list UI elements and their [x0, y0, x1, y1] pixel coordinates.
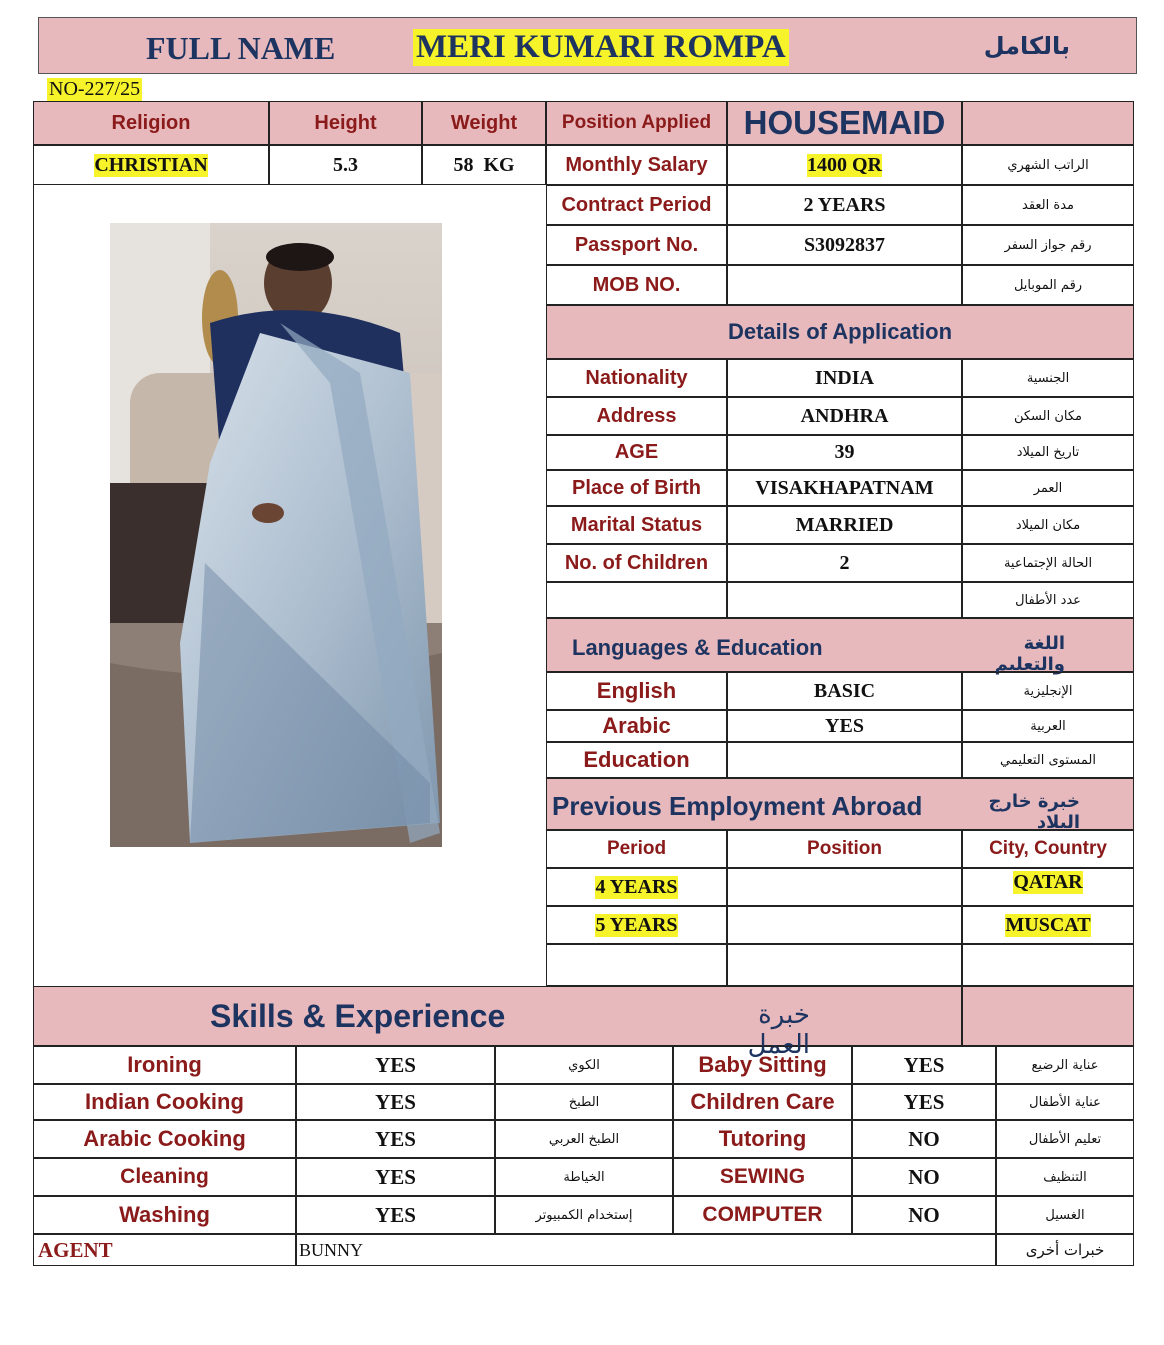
height-label: Height: [269, 101, 422, 145]
skill-arabic: تعليم الأطفال: [996, 1120, 1134, 1158]
english-arabic: الإنجليزية: [962, 672, 1134, 710]
employment-title-arabic: خبرة خارج البلاد: [988, 791, 1080, 833]
skill-arabic: التنظيف: [996, 1158, 1134, 1196]
birthplace-arabic: العمر: [962, 470, 1134, 506]
marital-status-label: Marital Status: [546, 506, 727, 544]
skill-arabic: إستخدام الكمبيوتر: [495, 1196, 673, 1234]
employment-period: 5 YEARS: [595, 913, 678, 936]
skill-value: YES: [296, 1046, 495, 1084]
skill-arabic: الكوي: [495, 1046, 673, 1084]
nationality-label: Nationality: [546, 359, 727, 397]
employment-location: MUSCAT: [1005, 913, 1091, 936]
religion-value-cell: [33, 145, 269, 185]
employment-empty-cell: [727, 944, 962, 986]
monthly-salary-value: 1400 QR: [807, 153, 882, 176]
ref-number: NO-227/25: [49, 78, 141, 100]
skill-label: COMPUTER: [673, 1196, 852, 1234]
children-label: No. of Children: [546, 544, 727, 582]
agent-label-cell: [33, 1234, 296, 1266]
skill-value: YES: [852, 1046, 996, 1084]
weight-value: 58 KG: [422, 145, 546, 185]
skill-value: YES: [296, 1158, 495, 1196]
skill-label: Cleaning: [33, 1158, 296, 1196]
skills-title: Skills & Experience: [210, 998, 506, 1034]
agent-value: BUNNY: [299, 1239, 364, 1260]
employment-row-2-location-cell: [962, 906, 1134, 944]
mobile-value: [727, 265, 962, 305]
passport-label: Passport No.: [546, 225, 727, 265]
contract-period-label: Contract Period: [546, 185, 727, 225]
skill-value: YES: [296, 1196, 495, 1234]
mobile-arabic: رقم الموبايل: [962, 265, 1134, 305]
height-value: 5.3: [269, 145, 422, 185]
birthplace-label: Place of Birth: [546, 470, 727, 506]
children-value: 2: [727, 544, 962, 582]
full-name-arabic: بالكامل: [983, 32, 1070, 60]
passport-value: S3092837: [727, 225, 962, 265]
weight-label: Weight: [422, 101, 546, 145]
skill-label: Washing: [33, 1196, 296, 1234]
contract-period-value: 2 YEARS: [727, 185, 962, 225]
age-arabic: تاريخ الميلاد: [962, 435, 1134, 470]
education-label: Education: [546, 742, 727, 778]
passport-arabic: رقم جواز السفر: [962, 225, 1134, 265]
marital-status-value: MARRIED: [727, 506, 962, 544]
skills-header-side: [962, 986, 1134, 1046]
position-arabic-cell: [962, 101, 1134, 145]
skill-label: SEWING: [673, 1158, 852, 1196]
employment-row-2-period-cell: [546, 906, 727, 944]
employment-location: QATAR: [1013, 871, 1083, 893]
employment-row-1-location-cell: [962, 868, 1134, 906]
agent-arabic: خبرات أخرى: [996, 1234, 1134, 1266]
skills-title-arabic: خبرة العمل: [747, 1000, 810, 1060]
skill-label: Children Care: [673, 1084, 852, 1120]
extra-detail-value: [727, 582, 962, 618]
employment-row-1-period-cell: [546, 868, 727, 906]
skill-value: YES: [852, 1084, 996, 1120]
monthly-salary-arabic: الراتب الشهري: [962, 145, 1134, 185]
employment-title: Previous Employment Abroad: [552, 791, 923, 821]
extra-detail-arabic: عدد الأطفال: [962, 582, 1134, 618]
employment-position: [727, 868, 962, 906]
skill-value: NO: [852, 1120, 996, 1158]
birthplace-value: VISAKHAPATNAM: [727, 470, 962, 506]
marital-status-arabic: مكان الميلاد: [962, 506, 1134, 544]
english-value: BASIC: [727, 672, 962, 710]
mobile-label: MOB NO.: [546, 265, 727, 305]
skill-label: Ironing: [33, 1046, 296, 1084]
employment-period: 4 YEARS: [595, 875, 678, 898]
employment-empty-cell: [962, 944, 1134, 986]
address-arabic: مكان السكن: [962, 397, 1134, 435]
skill-value: NO: [852, 1196, 996, 1234]
position-value: HOUSEMAID: [727, 101, 962, 145]
children-arabic: الحالة الإجتماعية: [962, 544, 1134, 582]
languages-title-arabic: اللغة والتعليم: [994, 633, 1065, 675]
education-arabic: المستوى التعليمي: [962, 742, 1134, 778]
skill-arabic: الغسيل: [996, 1196, 1134, 1234]
contract-period-arabic: مدة العقد: [962, 185, 1134, 225]
arabic-value: YES: [727, 710, 962, 742]
skill-arabic: الطبخ: [495, 1084, 673, 1120]
position-label: Position Applied: [546, 101, 727, 145]
address-value: ANDHRA: [727, 397, 962, 435]
address-label: Address: [546, 397, 727, 435]
employment-position: [727, 906, 962, 944]
period-header: Period: [546, 830, 727, 868]
english-label: English: [546, 672, 727, 710]
skill-arabic: الخياطة: [495, 1158, 673, 1196]
skill-label: Tutoring: [673, 1120, 852, 1158]
age-value: 39: [727, 435, 962, 470]
religion-value: CHRISTIAN: [94, 153, 208, 176]
skill-value: NO: [852, 1158, 996, 1196]
nationality-arabic: الجنسية: [962, 359, 1134, 397]
monthly-salary-value-cell: [727, 145, 962, 185]
nationality-value: INDIA: [727, 359, 962, 397]
skill-arabic: عناية الرضيع: [996, 1046, 1134, 1084]
skill-label: Arabic Cooking: [33, 1120, 296, 1158]
details-title: Details of Application: [546, 305, 1134, 359]
religion-label: Religion: [33, 101, 269, 145]
arabic-arabic: العربية: [962, 710, 1134, 742]
employment-empty-cell: [546, 944, 727, 986]
arabic-label: Arabic: [546, 710, 727, 742]
skill-arabic: الطبخ العربي: [495, 1120, 673, 1158]
languages-title: Languages & Education: [572, 635, 823, 660]
agent-label: AGENT: [38, 1237, 113, 1262]
age-label: AGE: [546, 435, 727, 470]
education-value: [727, 742, 962, 778]
full-name-value: MERI KUMARI ROMPA: [413, 29, 789, 66]
full-name-label: FULL NAME: [146, 30, 336, 66]
monthly-salary-label: Monthly Salary: [546, 145, 727, 185]
skill-arabic: عناية الأطفال: [996, 1084, 1134, 1120]
position-header: Position: [727, 830, 962, 868]
applicant-photo: [110, 223, 442, 847]
agent-value-cell: [296, 1234, 996, 1266]
skill-value: YES: [296, 1120, 495, 1158]
skill-label: Baby Sitting: [673, 1046, 852, 1084]
skill-label: Indian Cooking: [33, 1084, 296, 1120]
location-header: City, Country: [962, 830, 1134, 868]
extra-detail-label: [546, 582, 727, 618]
skill-value: YES: [296, 1084, 495, 1120]
